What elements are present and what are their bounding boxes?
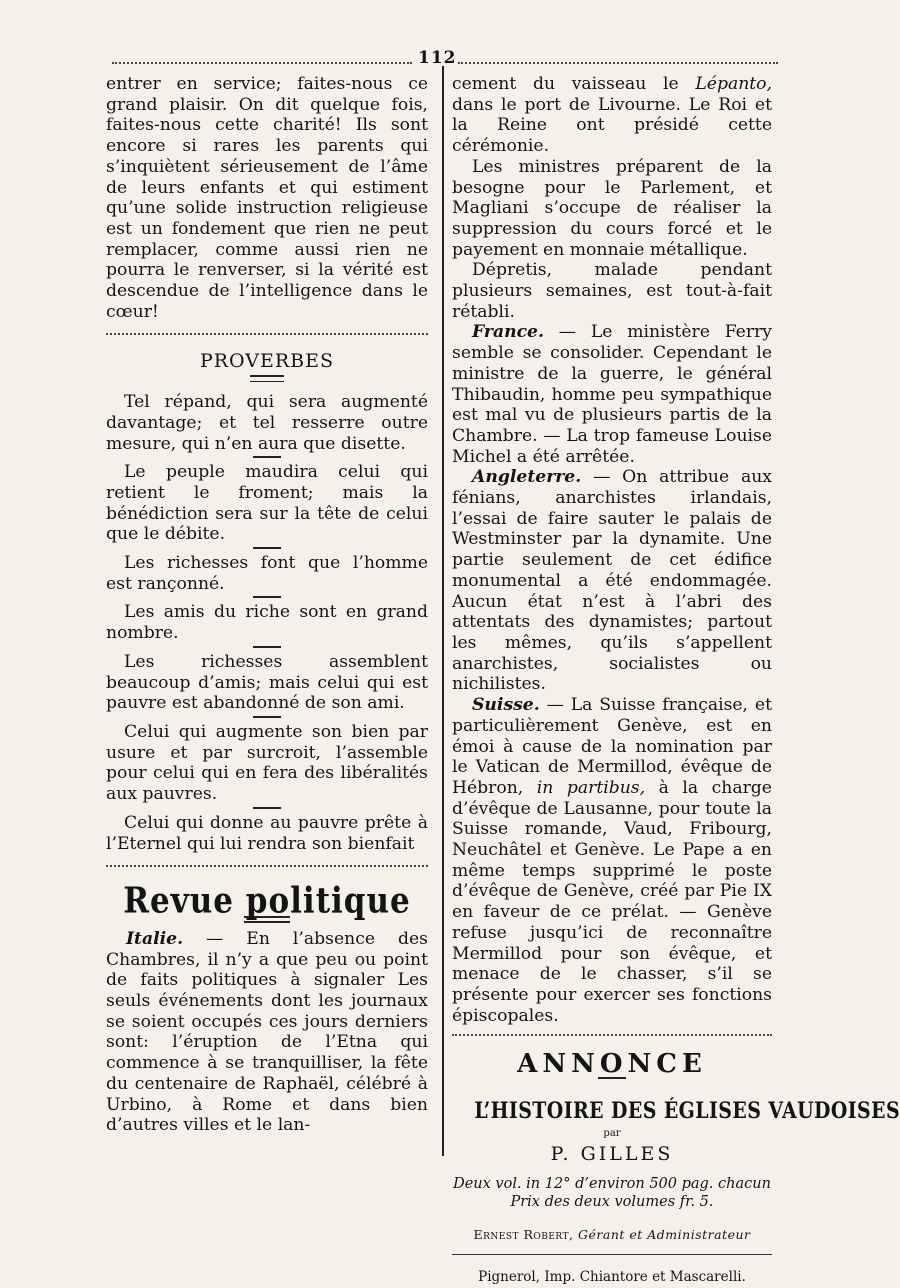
country-label-angleterre: Angleterre.: [472, 467, 582, 488]
proverb-item: Tel répand, qui sera augmenté davantage; et tel resserre outre mesure, qui n’en aura que disette.: [106, 392, 428, 454]
column-divider: [442, 66, 444, 1156]
imprint-rule: [452, 1254, 772, 1255]
suisse-text: à la charge d’évêque de Lausanne, pour toute la Suisse romande, Vaud, Fribourg, Neuchâtel et Genève. Le Pape a en même temps supprimé le poste d’évêque de Genève, créé par Pie IX en faveur de ce prélat. — Genève refuse jusqu’ici de reconnaître Mermillod pour son évêque, et menace de le chasser, s’il se présente pour exercer ses fonctions épiscopales.: [452, 777, 772, 1026]
annonce-price: Prix des deux volumes fr. 5.: [510, 1194, 714, 1211]
proverb-separator: [253, 807, 281, 809]
italie-text: — En l’absence des Chambres, il n’y a que peu ou point de faits politiques à signaler Les seuls événements dont les journaux se soient occupés ces jours derniers sont: l’éruption de l’Etna qui commence à se tranquilliser, la fête du centenaire de Raphaël, célébré à Urbino, à Rome et dans bien d’autres villes et le lan-: [106, 928, 428, 1136]
right-column: [452, 74, 900, 1288]
country-label-suisse: Suisse.: [472, 695, 540, 716]
left-column: [106, 74, 428, 1136]
annonce-printer: Pignerol, Imp. Chiantore et Mascarelli.: [478, 1268, 746, 1285]
proverbes-heading: PROVERBES: [199, 350, 335, 373]
proverb-separator: [253, 646, 281, 648]
suisse-paragraph: [452, 695, 772, 1026]
in-partibus-text: in partibus,: [536, 777, 646, 798]
france-paragraph: [452, 322, 772, 467]
section-divider: [106, 333, 428, 335]
annonce-author: P. GILLES: [550, 1143, 674, 1166]
france-text: — Le ministère Ferry semble se consolider. Cependant le ministre de la guerre, le général Thibaudin, homme peu sympathique est mal vu de plusieurs partis de la Chambre. — La trop fameuse Louise Michel a été arrêtée.: [452, 322, 772, 467]
intro-paragraph: entrer en service; faites-nous ce grand plaisir. On dit quelque fois, faites-nous cette charité! Ils sont encore si rares les parents qui s’inquiètent sérieusement de l’âme de leurs enfants et qui estiment qu’une solide instruction religieuse est un fondement que rien ne peut remplacer, comme aussi rien ne pourra le renverser, si la vérité est descendue de l’intelligence dans le cœur!: [106, 74, 428, 322]
italie-continued-text: cement du vaisseau le: [452, 74, 696, 94]
annonce-volumes: Deux vol. in 12° d’environ 500 pag. chacun: [453, 1176, 771, 1193]
proverb-separator: [253, 596, 281, 598]
suisse-text: — La Suisse française, et particulièrement Genève, est en émoi à cause de la nomination par le Vatican de Mermillod, évêque de Hébron,: [452, 695, 772, 798]
country-label-italie: Italie.: [126, 928, 184, 949]
italie-continued-paragraph: [452, 74, 772, 157]
annonce-par: par: [603, 1127, 621, 1139]
italie-continued-text: dans le port de Livourne. Le Roi et la Reine ont présidé cette cérémonie.: [452, 94, 772, 157]
ministres-paragraph: Les ministres préparent de la besogne pour le Parlement, et Magliani s’occupe de réaliser la suppression du cours forcé et le payement en monnaie métallique.: [452, 156, 772, 260]
heading-rule: [250, 375, 284, 382]
section-divider: [106, 865, 428, 867]
header-rule-left: [112, 62, 412, 64]
manager-name: Ernest Robert,: [473, 1227, 574, 1243]
angleterre-paragraph: [452, 467, 772, 695]
page-number: 112: [418, 48, 457, 68]
proverb-item: Les richesses assemblent beaucoup d’amis; mais celui qui est pauvre est abandonné de son ami.: [106, 651, 428, 714]
ship-name: Lépanto,: [695, 74, 772, 94]
header-rule-right: [458, 62, 778, 64]
annonce-divider: [452, 1034, 772, 1036]
revue-politique-heading: Revue politique: [123, 880, 411, 922]
proverb-item: Celui qui donne au pauvre prête à l’Eternel qui lui rendra son bienfait: [106, 812, 428, 854]
manager-role: Gérant et Administrateur: [578, 1227, 751, 1243]
depretis-paragraph: Dépretis, malade pendant plusieurs semaines, est tout-à-fait rétabli.: [452, 260, 772, 322]
angleterre-text: — On attribue aux fénians, anarchistes irlandais, l’essai de faire sauter le palais de Westminster par la dynamite. Une partie seulement de cet édifice monumental a été endommagée. Aucun état n’est à l’abri des attentats des dynamistes; partout les mêmes, qu’ils s’appellent anarchistes, socialistes ou nichilistes.: [452, 467, 772, 695]
proverb-separator: [253, 716, 281, 718]
proverb-separator: [253, 547, 281, 549]
italie-paragraph: [106, 929, 428, 1136]
country-label-france: France.: [472, 322, 544, 343]
annonce-book-title: L’HISTOIRE DES ÉGLISES VAUDOISES: [474, 1098, 900, 1125]
proverb-separator: [253, 456, 281, 458]
annonce-manager: [452, 1225, 772, 1246]
proverb-item: Le peuple maudira celui qui retient le froment; mais la bénédiction sera sur la tête de celui que le débite.: [106, 462, 428, 545]
proverb-item: Les richesses font que l’homme est rançonné.: [106, 553, 428, 594]
proverb-item: Celui qui augmente son bien par usure et par surcroit, l’assemble pour celui qui en fera des libéralités aux pauvres.: [106, 721, 428, 805]
annonce-title: ANNONCE: [517, 1049, 707, 1080]
proverb-item: Les amis du riche sont en grand nombre.: [106, 602, 428, 644]
